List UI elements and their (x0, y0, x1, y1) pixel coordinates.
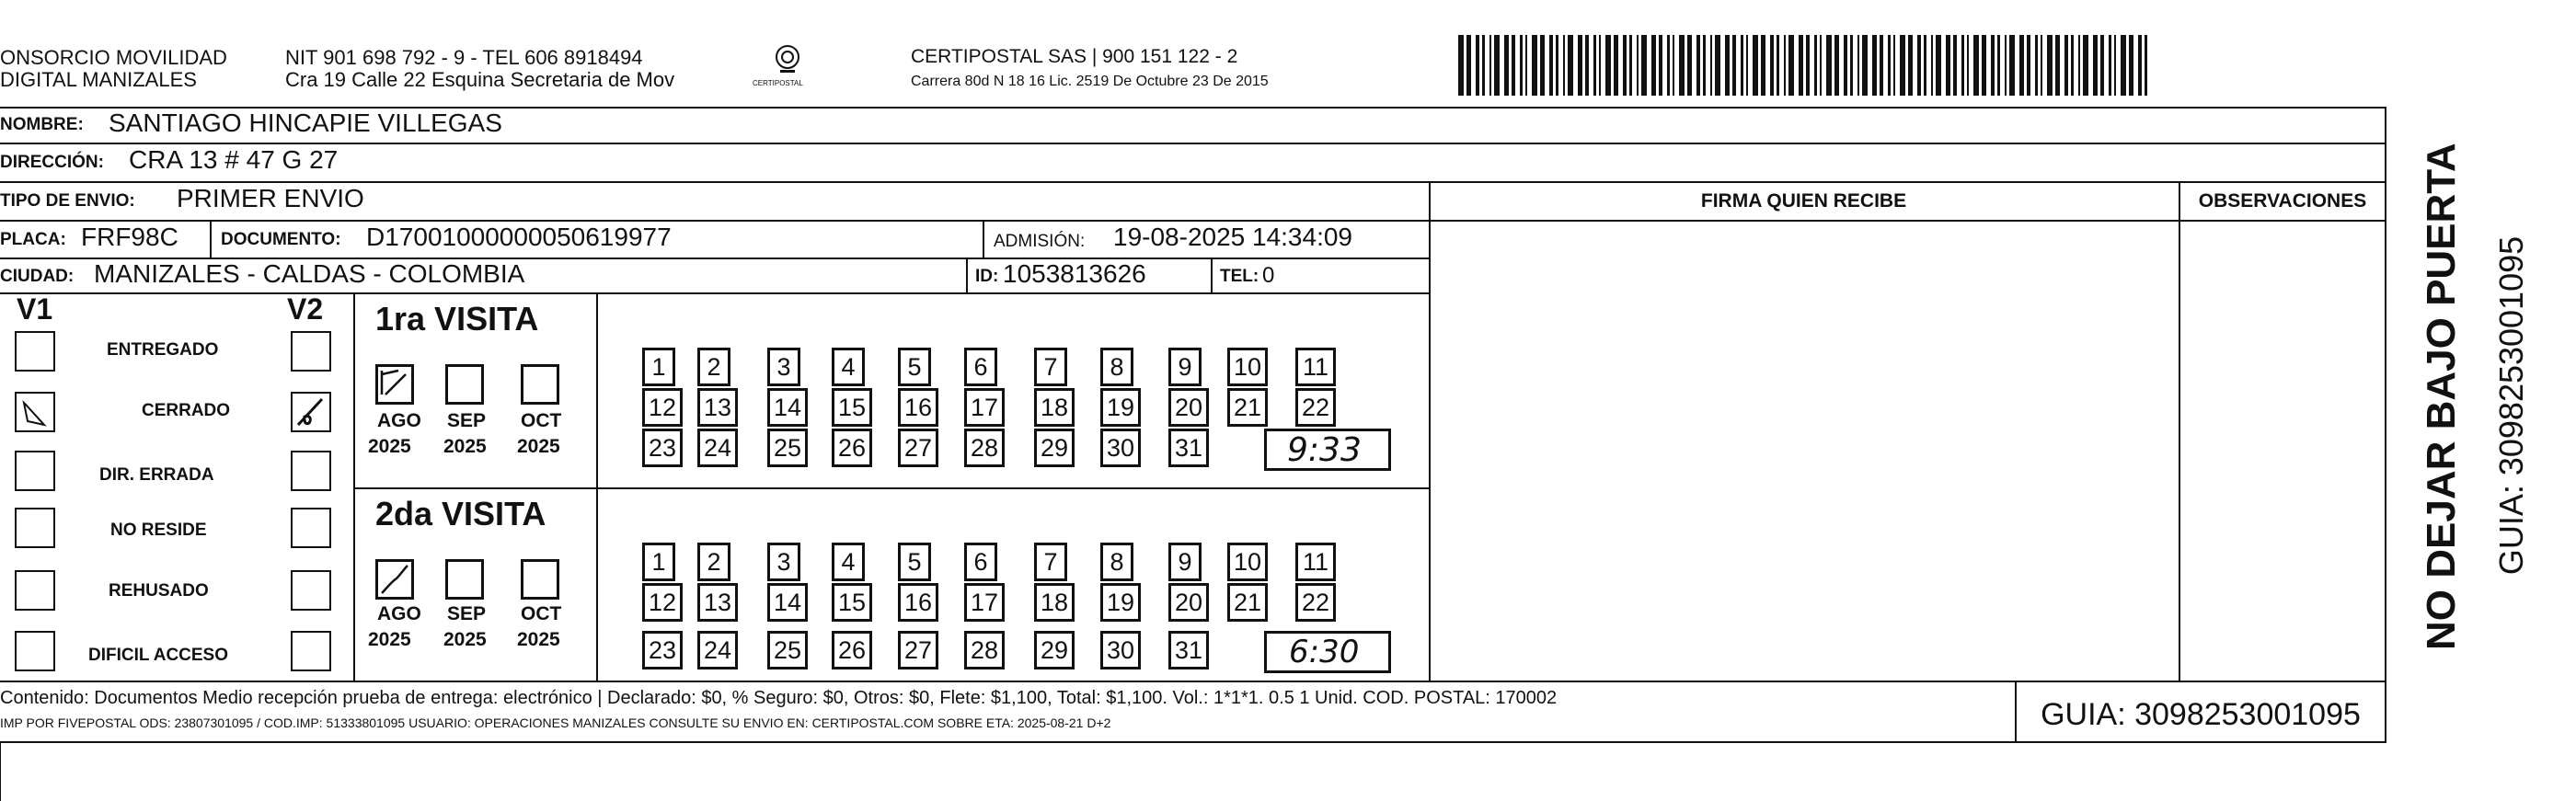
side-guia: GUIA: 3098253001095 (2492, 235, 2530, 576)
day-box-2-22[interactable]: 22 (1295, 583, 1336, 622)
tipo-envio-value: PRIMER ENVIO (177, 184, 364, 212)
tipo-envio-label: TIPO DE ENVIO: (0, 191, 135, 211)
ciudad-label: CIUDAD: (0, 267, 75, 286)
ciudad-value: MANIZALES - CALDAS - COLOMBIA (94, 259, 525, 288)
day-box-1-30[interactable]: 30 (1100, 429, 1141, 467)
v2-dificil-acceso-checkbox[interactable] (291, 631, 331, 671)
month-oct-checkbox[interactable] (521, 559, 559, 600)
year-label: 2025 (443, 436, 487, 457)
documento-label: DOCUMENTO: (221, 230, 341, 249)
day-box-2-16[interactable]: 16 (898, 583, 938, 622)
v1-entregado-checkbox[interactable] (15, 331, 55, 372)
company-address: Cra 19 Calle 22 Esquina Secretaria de Mov (285, 68, 675, 91)
first-visit-time: 9:33 (1287, 431, 1362, 469)
side-panel (2396, 138, 2530, 653)
day-box-2-20[interactable]: 20 (1168, 583, 1209, 622)
month-sep-checkbox[interactable] (445, 559, 484, 600)
v2-entregado-checkbox[interactable] (291, 331, 331, 372)
footer-guia: GUIA: 3098253001095 (2041, 697, 2361, 732)
check-mark-icon (17, 394, 53, 430)
day-box-2-13[interactable]: 13 (697, 583, 738, 622)
day-box-1-11[interactable]: 11 (1295, 348, 1336, 386)
month-label: AGO (377, 603, 421, 624)
day-box-1-12[interactable]: 12 (642, 388, 683, 427)
v1-rehusado-checkbox[interactable] (15, 570, 55, 611)
day-box-1-19[interactable]: 19 (1100, 388, 1141, 427)
v1-no-reside-checkbox[interactable] (15, 508, 55, 548)
first-visit-title: 1ra VISITA (375, 300, 539, 338)
contenido-text: Contenido: Documentos Medio recepción prueba de entrega: electrónico | Declarado: $0, % Seguro: $0, Otros: $0, Flete: $1,100, Total: $1,100. Vol.: 1*1*1. 0.5 1 Unid. COD. POSTAL: 170002 (0, 688, 1558, 708)
day-box-2-26[interactable]: 26 (832, 631, 872, 669)
day-box-2-2[interactable]: 2 (697, 543, 730, 581)
day-box-2-19[interactable]: 19 (1100, 583, 1141, 622)
year-label: 2025 (443, 629, 487, 650)
logo-text: CERTIPOSTAL (753, 79, 803, 87)
day-box-1-18[interactable]: 18 (1034, 388, 1075, 427)
day-box-2-28[interactable]: 28 (964, 631, 1005, 669)
v1-label: V1 (17, 292, 53, 326)
day-box-2-8[interactable]: 8 (1100, 543, 1133, 581)
direccion-label: DIRECCIÓN: (0, 153, 104, 172)
v1-cerrado-checkbox[interactable] (15, 392, 55, 432)
day-box-2-14[interactable]: 14 (767, 583, 808, 622)
day-box-2-30[interactable]: 30 (1100, 631, 1141, 669)
day-box-1-15[interactable]: 15 (832, 388, 872, 427)
status-label: CERRADO (142, 401, 231, 420)
second-visit-time-box[interactable] (1264, 631, 1391, 673)
nit-line: NIT 901 698 792 - 9 - TEL 606 8918494 (285, 46, 643, 69)
direccion-value: CRA 13 # 47 G 27 (129, 145, 339, 174)
status-label: NO RESIDE (110, 521, 207, 540)
day-box-1-28[interactable]: 28 (964, 429, 1005, 467)
year-label: 2025 (517, 436, 560, 457)
nombre-label: NOMBRE: (0, 115, 84, 134)
certipostal-address: Carrera 80d N 18 16 Lic. 2519 De Octubre 23 De 2015 (911, 74, 1269, 89)
certipostal-logo-icon (771, 44, 804, 77)
day-box-1-24[interactable]: 24 (697, 429, 738, 467)
month-sep-checkbox[interactable] (445, 364, 484, 405)
day-box-2-7[interactable]: 7 (1034, 543, 1067, 581)
status-label: ENTREGADO (107, 340, 219, 360)
month-label: SEP (447, 410, 487, 431)
day-box-1-3[interactable]: 3 (767, 348, 800, 386)
day-box-1-7[interactable]: 7 (1034, 348, 1067, 386)
id-value: 1053813626 (1003, 259, 1146, 288)
check-mark-icon (378, 367, 411, 402)
admision-label: ADMISIÓN: (994, 232, 1086, 251)
day-box-2-1[interactable]: 1 (642, 543, 675, 581)
company-name-line1: ONSORCIO MOVILIDAD (0, 46, 227, 69)
day-box-2-9[interactable]: 9 (1168, 543, 1202, 581)
month-ago-checkbox[interactable] (375, 364, 414, 405)
day-box-2-15[interactable]: 15 (832, 583, 872, 622)
admision-value: 19-08-2025 14:34:09 (1113, 223, 1352, 251)
month-label: SEP (447, 603, 487, 624)
placa-label: PLACA: (0, 230, 66, 249)
day-box-2-29[interactable]: 29 (1034, 631, 1075, 669)
day-box-2-6[interactable]: 6 (964, 543, 997, 581)
observaciones-header: OBSERVACIONES (2198, 190, 2367, 212)
day-box-1-16[interactable]: 16 (898, 388, 938, 427)
year-label: 2025 (368, 629, 411, 650)
day-box-2-27[interactable]: 27 (898, 631, 938, 669)
day-box-2-17[interactable]: 17 (964, 583, 1005, 622)
day-box-2-11[interactable]: 11 (1295, 543, 1336, 581)
status-label: DIFICIL ACCESO (88, 646, 229, 665)
company-name-line2: DIGITAL MANIZALES (0, 68, 197, 91)
day-box-2-4[interactable]: 4 (832, 543, 865, 581)
day-box-1-10[interactable]: 10 (1227, 348, 1268, 386)
day-box-2-25[interactable]: 25 (767, 631, 808, 669)
day-box-1-9[interactable]: 9 (1168, 348, 1202, 386)
day-box-1-1[interactable]: 1 (642, 348, 675, 386)
second-visit-time: 6:30 (1289, 634, 1360, 670)
certipostal-line: CERTIPOSTAL SAS | 900 151 122 - 2 (911, 46, 1238, 67)
barcode-icon (1458, 35, 2157, 96)
v2-label: V2 (287, 292, 324, 326)
day-box-2-24[interactable]: 24 (697, 631, 738, 669)
month-oct-checkbox[interactable] (521, 364, 559, 405)
status-label: REHUSADO (109, 581, 209, 601)
v2-no-reside-checkbox[interactable] (291, 508, 331, 548)
day-box-2-10[interactable]: 10 (1227, 543, 1268, 581)
day-box-2-3[interactable]: 3 (767, 543, 800, 581)
day-box-2-31[interactable]: 31 (1168, 631, 1209, 669)
year-label: 2025 (517, 629, 560, 650)
day-box-1-14[interactable]: 14 (767, 388, 808, 427)
id-label: ID: (975, 267, 999, 286)
day-box-2-18[interactable]: 18 (1034, 583, 1075, 622)
day-box-1-5[interactable]: 5 (898, 348, 931, 386)
day-box-1-4[interactable]: 4 (832, 348, 865, 386)
status-label: DIR. ERRADA (99, 465, 214, 485)
documento-value: D17001000000050619977 (366, 223, 672, 251)
no-dejar-bajo-puerta: NO DEJAR BAJO PUERTA (2419, 143, 2464, 650)
day-box-1-8[interactable]: 8 (1100, 348, 1133, 386)
month-label: AGO (377, 410, 421, 431)
v2-cerrado-checkbox[interactable] (291, 392, 331, 432)
v1-dir-errada-checkbox[interactable] (15, 451, 55, 491)
check-mark-icon (293, 394, 329, 430)
v1-dificil-acceso-checkbox[interactable] (15, 631, 55, 671)
month-ago-checkbox[interactable] (375, 559, 414, 600)
day-box-1-2[interactable]: 2 (697, 348, 730, 386)
month-label: OCT (521, 603, 562, 624)
day-box-1-13[interactable]: 13 (697, 388, 738, 427)
day-box-1-17[interactable]: 17 (964, 388, 1005, 427)
check-mark-icon (378, 562, 411, 597)
day-box-1-29[interactable]: 29 (1034, 429, 1075, 467)
day-box-2-21[interactable]: 21 (1227, 583, 1268, 622)
tel-label: TEL: (1220, 267, 1259, 286)
day-box-1-26[interactable]: 26 (832, 429, 872, 467)
day-box-2-23[interactable]: 23 (642, 631, 683, 669)
second-visit-title: 2da VISITA (375, 495, 546, 532)
tel-value: 0 (1262, 263, 1275, 288)
day-box-1-25[interactable]: 25 (767, 429, 808, 467)
nombre-value: SANTIAGO HINCAPIE VILLEGAS (109, 109, 502, 137)
first-visit-time-box[interactable] (1264, 429, 1391, 471)
day-box-1-6[interactable]: 6 (964, 348, 997, 386)
day-box-1-31[interactable]: 31 (1168, 429, 1209, 467)
day-box-2-12[interactable]: 12 (642, 583, 683, 622)
day-box-1-20[interactable]: 20 (1168, 388, 1209, 427)
day-box-1-27[interactable]: 27 (898, 429, 938, 467)
v2-rehusado-checkbox[interactable] (291, 570, 331, 611)
impresion-text: IMP POR FIVEPOSTAL ODS: 23807301095 / COD.IMP: 51333801095 USUARIO: OPERACIONES MANIZALES CONSULTE SU ENVIO EN: CERTIPOSTAL.COM SOBRE ETA: 2025-08-21 D+2 (0, 715, 1111, 730)
day-box-1-21[interactable]: 21 (1227, 388, 1268, 427)
firma-header: FIRMA QUIEN RECIBE (1700, 190, 1907, 212)
month-label: OCT (521, 410, 562, 431)
day-box-2-5[interactable]: 5 (898, 543, 931, 581)
day-box-1-22[interactable]: 22 (1295, 388, 1336, 427)
v2-dir-errada-checkbox[interactable] (291, 451, 331, 491)
placa-value: FRF98C (81, 223, 178, 251)
day-box-1-23[interactable]: 23 (642, 429, 683, 467)
year-label: 2025 (368, 436, 411, 457)
